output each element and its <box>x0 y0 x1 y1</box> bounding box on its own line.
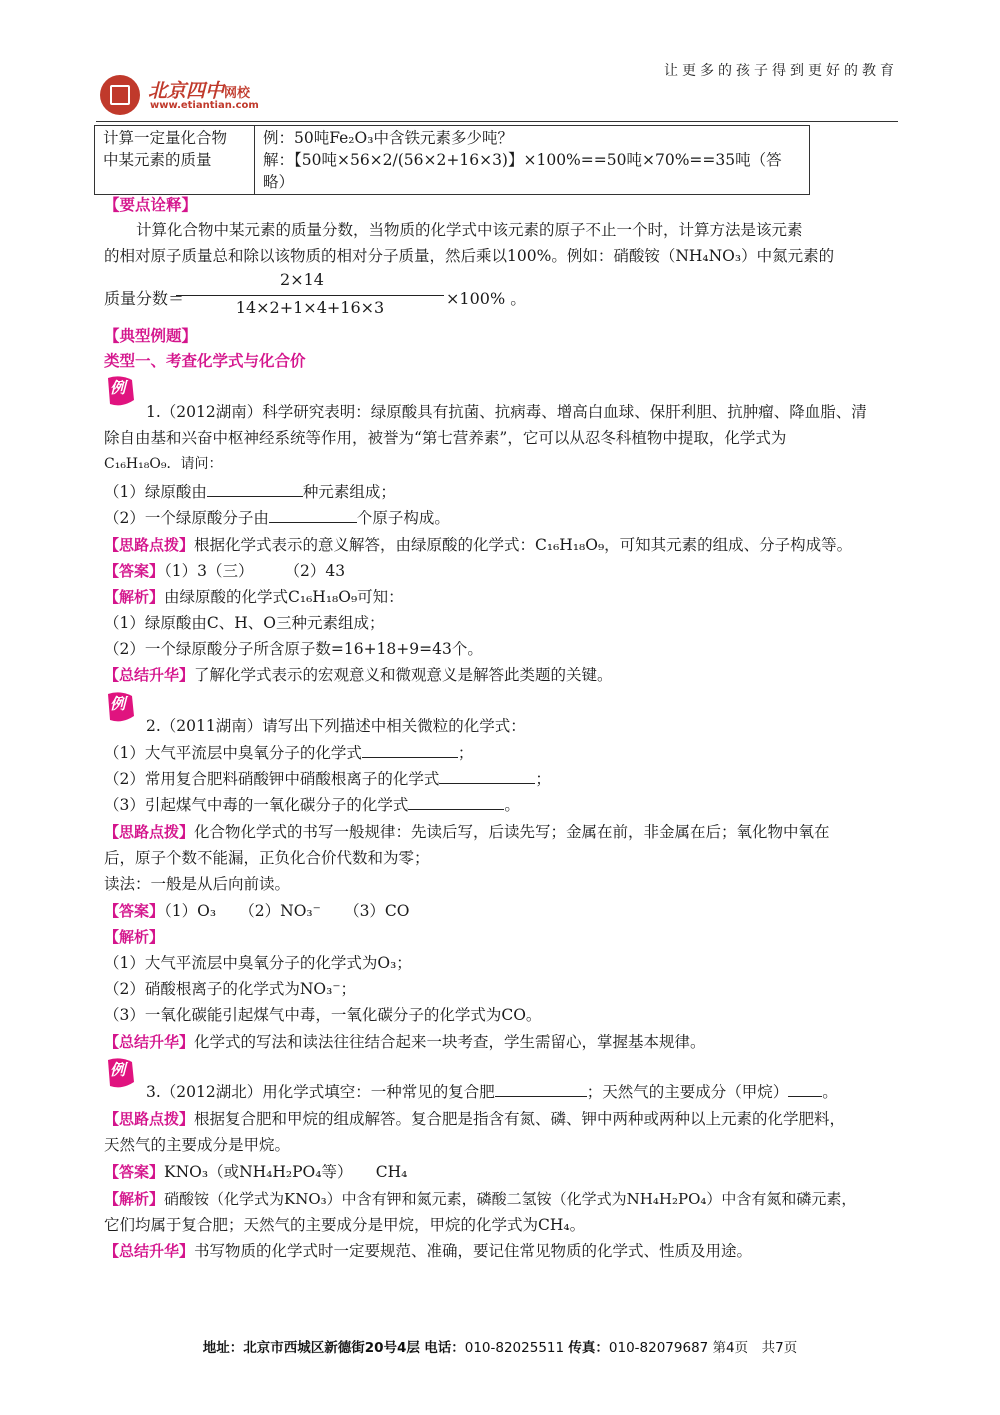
page-number: 第4页 共7页 <box>712 1340 798 1356</box>
formula-tail: ×100% 。 <box>446 289 527 308</box>
answer-blank <box>788 1082 822 1097</box>
q3-stem: 3.（2012湖北）用化学式填空：一种常见的复合肥 ；天然气的主要成分（甲烷） 。 <box>146 1083 838 1101</box>
q1-stem: 除自由基和兴奋中枢神经系统等作用，被誉为“第七营养素”，它可以从忍冬科植物中提取，化学式为 <box>104 429 787 447</box>
header-slogan: 让更多的孩子得到更好的教育 <box>664 63 898 79</box>
q1-part1: （1）绿原酸由 种元素组成； <box>104 483 396 501</box>
q1-analysis: 【解析】由绿原酸的化学式C₁₆H₁₈O₉可知： <box>104 588 404 606</box>
q3-summary: 【总结升华】书写物质的化学式时一定要规范、准确，要记住常见物质的化学式、性质及用途。 <box>104 1242 753 1260</box>
q3-analysis: 【解析】硝酸铵（化学式为KNO₃）中含有钾和氮元素，磷酸二氢铵（化学式为NH₄H₂PO₄）中含有氮和磷元素， <box>104 1190 857 1208</box>
q3-hint: 【思路点拨】根据复合肥和甲烷的组成解答。复合肥是指含有氮、磷、钾中两种或两种以上元素的化学肥料， <box>104 1110 846 1128</box>
calculation-table <box>94 125 810 195</box>
logo-url: www.etiantian.com <box>150 100 259 111</box>
school-logo <box>100 73 290 119</box>
q2-answer: 【答案】（1）O₃ （2）NO₃⁻ （3）CO <box>104 902 410 920</box>
key-points-line: 计算化合物中某元素的质量分数，当物质的化学式中该元素的原子不止一个时，计算方法是该元素 <box>136 221 803 239</box>
logo-emblem-icon <box>100 75 140 115</box>
q2-part2: （2）常用复合肥料硝酸钾中硝酸根离子的化学式 ； <box>104 770 551 788</box>
formula-denominator: 14×2+1×4+16×3 <box>235 298 385 317</box>
q1-stem: 1.（2012湖南）科学研究表明：绿原酸具有抗菌、抗病毒、增高白血球、保肝利胆、抗肿瘤、降血脂、清 <box>146 403 867 421</box>
answer-blank <box>207 482 303 497</box>
answer-blank <box>408 795 504 810</box>
type-one-heading: 类型一、考查化学式与化合价 <box>104 352 306 370</box>
table-cell-example: 例：50吨Fe₂O₃中含铁元素多少吨？ 解：【50吨×56×2/(56×2+16×3)】×100%==50吨×70%==35吨（答 略） <box>255 126 810 195</box>
example-badge-label: 例 <box>110 1061 126 1079</box>
q2-part3: （3）引起煤气中毒的一氧化碳分子的化学式 。 <box>104 796 520 814</box>
q1-stem: C₁₆H₁₈O₉．请问： <box>104 456 223 472</box>
q1-summary: 【总结升华】了解化学式表示的宏观意义和微观意义是解答此类题的关键。 <box>104 666 613 684</box>
q3-answer: 【答案】KNO₃（或NH₄H₂PO₄等） CH₄ <box>104 1163 408 1181</box>
logo-name: 北京四中网校 <box>148 80 251 102</box>
header-divider <box>96 121 898 122</box>
example-badge-label: 例 <box>110 379 126 397</box>
formula-label: 质量分数＝ <box>104 289 185 308</box>
q1-analysis-2: （2）一个绿原酸分子所含原子数=16+18+9=43个。 <box>104 640 483 658</box>
q3-hint-2: 天然气的主要成分是甲烷。 <box>104 1136 291 1154</box>
page-footer: 地址：北京市西城区新德街20号4层 电话：010-82025511 传真：010-82079687 第4页 共7页 <box>202 1340 798 1356</box>
key-points-heading: 【要点诠释】 <box>104 196 198 214</box>
q1-answer: 【答案】（1）3（三） （2）43 <box>104 562 346 580</box>
example-badge-label: 例 <box>110 695 126 713</box>
q2-analysis-3: （3）一氧化碳能引起煤气中毒，一氧化碳分子的化学式为CO。 <box>104 1006 542 1024</box>
typical-examples-heading: 【典型例题】 <box>104 327 198 345</box>
fraction-bar <box>176 295 444 296</box>
q2-stem: 2.（2011湖南）请写出下列描述中相关微粒的化学式： <box>146 717 526 735</box>
q2-analysis-heading: 【解析】 <box>104 928 165 946</box>
q2-summary: 【总结升华】化学式的写法和读法往往结合起来一块考查，学生需留心，掌握基本规律。 <box>104 1033 706 1051</box>
answer-blank <box>439 769 535 784</box>
q1-part2: （2）一个绿原酸分子由 个原子构成。 <box>104 509 450 527</box>
table-cell-topic: 计算一定量化合物 中某元素的质量 <box>95 126 255 195</box>
q2-hint: 【思路点拨】化合物化学式的书写一般规律：先读后写，后读先写；金属在前，非金属在后；氧化物中氧在 <box>104 823 830 841</box>
answer-blank <box>362 743 458 758</box>
q3-analysis-2: 它们均属于复合肥；天然气的主要成分是甲烷，甲烷的化学式为CH₄。 <box>104 1216 586 1234</box>
q2-hint-3: 读法：一般是从后向前读。 <box>104 875 291 893</box>
answer-blank <box>269 508 357 523</box>
q2-analysis-2: （2）硝酸根离子的化学式为NO₃⁻； <box>104 980 357 998</box>
q1-hint: 【思路点拨】根据化学式表示的意义解答，由绿原酸的化学式：C₁₆H₁₈O₉，可知其元素的组成、分子构成等。 <box>104 536 853 554</box>
q1-analysis-1: （1）绿原酸由C、H、O三种元素组成； <box>104 614 385 632</box>
key-points-line: 的相对原子质量总和除以该物质的相对分子质量，然后乘以100%。例如：硝酸铵（NH₄NO₃）中氮元素的 <box>104 247 835 265</box>
q2-analysis-1: （1）大气平流层中臭氧分子的化学式为O₃； <box>104 954 412 972</box>
answer-blank <box>495 1082 587 1097</box>
q2-part1: （1）大气平流层中臭氧分子的化学式 ； <box>104 744 474 762</box>
formula-numerator: 2×14 <box>280 270 324 289</box>
q2-hint-2: 后，原子个数不能漏，正负化合价代数和为零； <box>104 849 430 867</box>
